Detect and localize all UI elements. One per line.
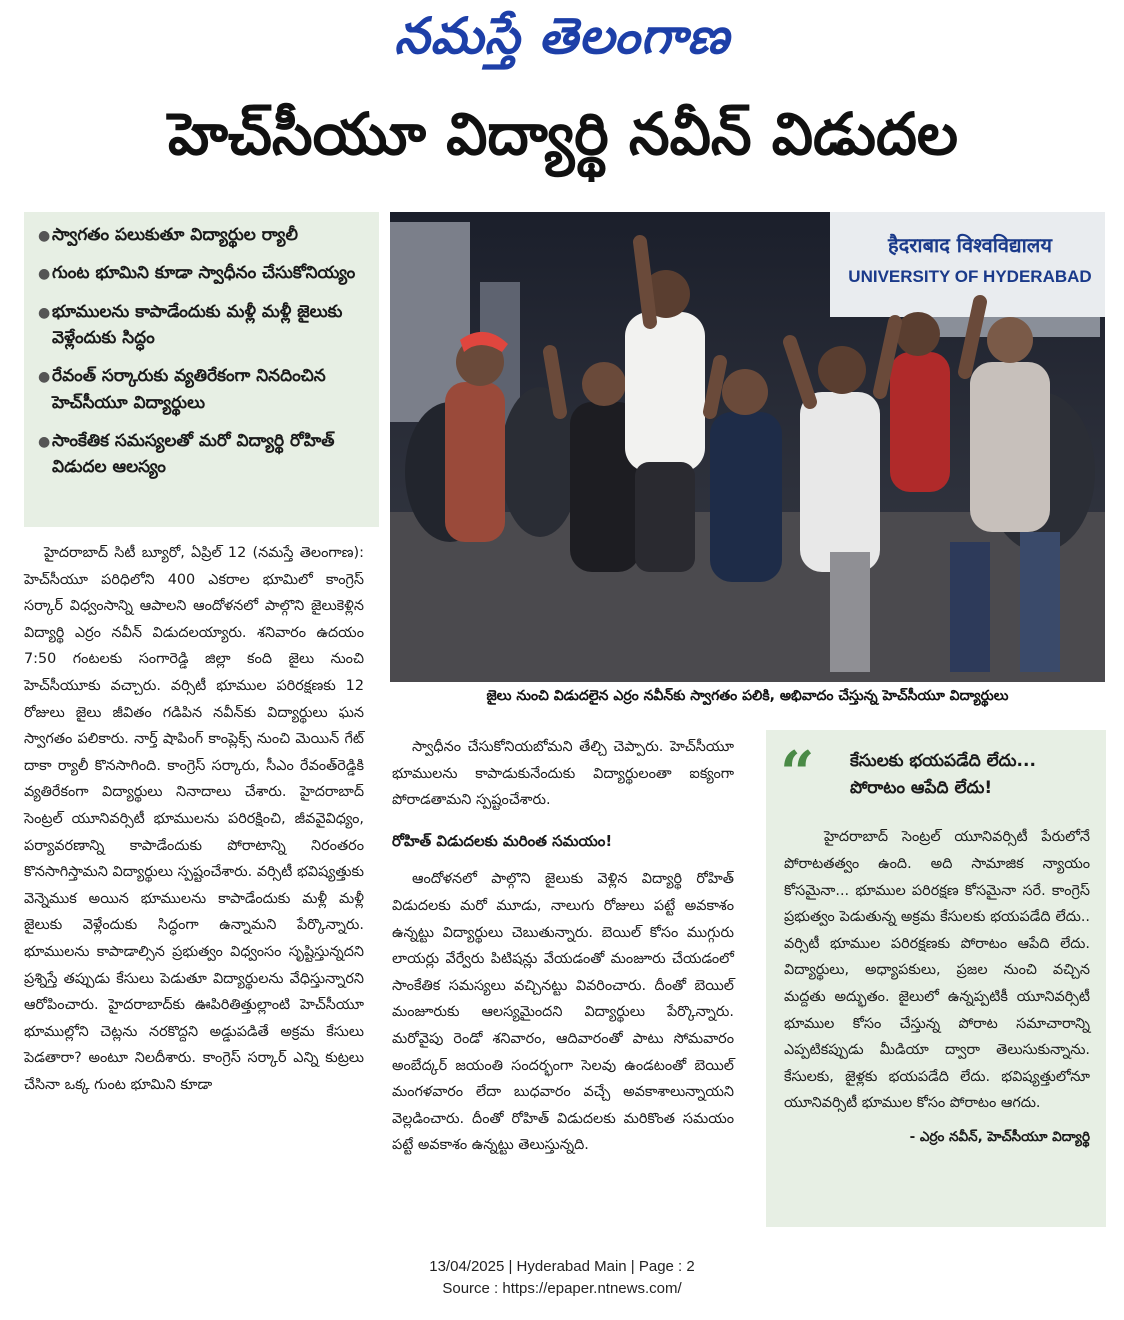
bullet-icon: ● <box>38 266 51 283</box>
highlight-item <box>38 363 369 416</box>
sign-english-text: UNIVERSITY OF HYDERABAD <box>848 267 1092 286</box>
highlight-item <box>38 299 369 352</box>
article-paragraph: స్వాధీనం చేసుకోనియబోమని తేల్చి చెప్పారు. హెచ్‌సీయూ భూములను కాపాడుకునేందుకు విద్యార్థులంతా ఐక్యంగా పోరాడతామని స్పష్టంచేశారు. <box>392 739 734 809</box>
quote-mark-icon: “ <box>780 739 815 809</box>
news-photo <box>390 212 1105 682</box>
photo-caption: జైలు నుంచి విడుదలైన ఎర్రం నవీన్‌కు స్వాగతం పలికి, అభివాదం చేస్తున్న హెచ్‌సీయూ విద్యార్థులు <box>486 688 1009 704</box>
bullet-icon: ● <box>38 369 51 386</box>
article-column-1 <box>24 540 364 1098</box>
bullet-icon: ● <box>38 228 51 244</box>
article-paragraph: ఆందోళనలో పాల్గొని జైలుకు వెళ్లిన విద్యార్థి రోహిత్ విడుదలకు మరో మూడు, నాలుగు రోజులు పట్టే అవకాశం ఉన్నట్టు విద్యార్థులు చెబుతున్నారు. బెయిల్ కోసం ముగ్గురు లాయర్లు వేర్వేరు పిటిషన్లు వేయడంతో మంజూరు చేయడంలో సాంకేతిక సమస్యలు వచ్చినట్టు వివరించారు. దీంతో బెయిల్ మంజూరుకు ఆలస్యమైందని విద్యార్థులు పేర్కొన్నారు. మరోవైపు రెండో శనివారం, ఆదివారంతో పాటు సోమవారం అంబేద్కర్ జయంతి సందర్భంగా సెలవు ఉండటంతో బెయిల్ మంగళవారం లేదా బుధవారం వచ్చే అవకాశాలున్నాయని వెల్లడించారు. దీంతో రోహిత్ విడుదలకు మరికొంత సమయం పట్టే అవకాశం ఉన్నట్టు తెలుస్తున్నది. <box>392 871 734 1154</box>
masthead-logo: నమస్తే తెలంగాణ <box>394 6 730 65</box>
highlight-text: సాంకేతిక సమస్యలతో మరో విద్యార్థి రోహిత్ విడుదల ఆలస్యం <box>52 431 335 478</box>
quote-box <box>766 730 1106 1227</box>
footer-source: Source : https://epaper.ntnews.com/ <box>442 1280 682 1297</box>
quote-attribution: - ఎర్రం నవీన్, హెచ్‌సీయూ విద్యార్థి <box>909 1128 1090 1145</box>
highlights-box <box>24 212 379 527</box>
highlight-text: భూములను కాపాడేందుకు మళ్లీ మళ్లీ జైలుకు వెళ్లేందుకు సిద్ధం <box>52 301 343 349</box>
footer-date-edition: 13/04/2025 | Hyderabad Main | Page : 2 <box>429 1258 695 1275</box>
bullet-icon: ● <box>38 434 51 451</box>
quote-paragraph: హైదరాబాద్ సెంట్రల్ యూనివర్సిటీ పేరులోనే పోరాటతత్వం ఉంది. అది సామాజిక న్యాయం కోసమైనా... భూముల పరిరక్షణ కోసమైనా సరే. కాంగ్రెస్ ప్రభుత్వం పెడుతున్న అక్రమ కేసులకు భయపడేది లేదు.. వర్సిటీ భూముల పరిరక్షణకు పోరాటం ఆపేది లేదు. విద్యార్థులు, అధ్యాపకులు, ప్రజల నుంచి వచ్చిన మద్దతు అద్భుతం. జైలులో ఉన్నప్పటికీ యూనివర్సిటీ భూముల కోసం చేస్తున్న పోరాట సమాచారాన్ని ఎప్పటికప్పుడు మీడియా ద్వారా తెలుసుకున్నాను. కేసులకు, జైళ్లకు భయపడేది లేదు. భవిష్యత్తులోనూ యూనివర్సిటీ భూముల కోసం పోరాటం ఆగదు. <box>784 829 1090 1112</box>
article-paragraph: హైదరాబాద్ సిటీ బ్యూరో, ఏప్రిల్ 12 (నమస్తే తెలంగాణ): హెచ్‌సీయూ పరిధిలోని 400 ఎకరాల భూమిలో కాంగ్రెస్ సర్కార్ విధ్వంసాన్ని ఆపాలని ఆందోళనలో పాల్గొని జైలుకెళ్లిన విద్యార్థి ఎర్రం నవీన్ విడుదలయ్యారు. శనివారం ఉదయం 7:50 గంటలకు సంగారెడ్డి జిల్లా కంది జైలు నుంచి హెచ్‌సీయూకు వచ్చారు. వర్సిటీ భూముల పరిరక్షణకు 12 రోజులు జైలు జీవితం గడిపిన నవీన్‌కు విద్యార్థులు ఘన స్వాగతం పలికారు. నార్త్ షాపింగ్ కాంప్లెక్స్ నుంచి మెయిన్ గేట్ దాకా ర్యాలీ కొనసాగింది. కాంగ్రెస్ సర్కారు, సీఎం రేవంత్‌రెడ్డికి వ్యతిరేకంగా విద్యార్థులు నినాదాలు చేశారు. హైదరాబాద్ సెంట్రల్ యూనివర్సిటీ భూములను పరిరక్షించి, జీవవైవిధ్యం, పర్యావరణాన్ని కాపాడేందుకు పోరాటాన్ని నిరంతరం కొనసాగిస్తామని విద్యార్థులు స్పష్టంచేశారు. వర్సిటీ భవిష్యత్తుకు వెన్నెముక అయిన భూములను కాపాడేందుకు మళ్లీ మళ్లీ జైలుకు వెళ్లేందుకు సిద్ధంగా ఉన్నామని పేర్కొన్నారు. భూములను కాపాడాల్సిన ప్రభుత్వం విధ్వంసం సృష్టిస్తున్నదని ప్రశ్నిస్తే తప్పుడు కేసులు పెడుతూ విద్యార్థులను వేధిస్తున్నారని ఆరోపించారు. హైదరాబాద్‌కు ఊపిరితిత్తుల్లాంటి హెచ్‌సీయూ భూముల్లోని చెట్లను నరకొద్దని అడ్డుపడితే అక్రమ కేసులు పెడతారా? అంటూ నిలదీశారు. కాంగ్రెస్ సర్కార్ ఎన్ని కుట్రలు చేసినా ఒక్క గుంట భూమిని కూడా <box>24 545 364 1093</box>
sign-hindi-text: हैदराबाद विश्वविद्यालय <box>888 233 1052 257</box>
university-sign <box>830 212 1105 317</box>
highlight-item <box>38 428 369 481</box>
highlight-item <box>38 260 369 286</box>
page-headline: హెచ్‌సీయూ విద్యార్థి నవీన్ విడుదల <box>167 100 959 168</box>
highlight-text: గుంట భూమిని కూడా స్వాధీనం చేసుకోనియ్యం <box>52 263 356 284</box>
highlight-text: రేవంత్ సర్కారుకు వ్యతిరేకంగా నినదించిన హెచ్‌సీయూ విద్యార్థులు <box>52 366 326 413</box>
quote-headline <box>850 748 1090 802</box>
quote-body <box>784 824 1090 1117</box>
article-subheading: రోహిత్ విడుదలకు మరింత సమయం! <box>392 831 613 850</box>
bullet-icon: ● <box>38 304 51 321</box>
article-column-2 <box>392 734 734 1159</box>
highlight-item <box>38 222 369 248</box>
quote-headline-line: కేసులకు భయపడేది లేదు... <box>850 751 1036 771</box>
page-footer <box>0 1256 1124 1300</box>
protest-photo-illustration <box>390 212 1105 682</box>
highlight-text: స్వాగతం పలుకుతూ విద్యార్థుల ర్యాలీ <box>52 225 298 245</box>
quote-headline-line: పోరాటం ఆపేది లేదు! <box>850 778 993 799</box>
